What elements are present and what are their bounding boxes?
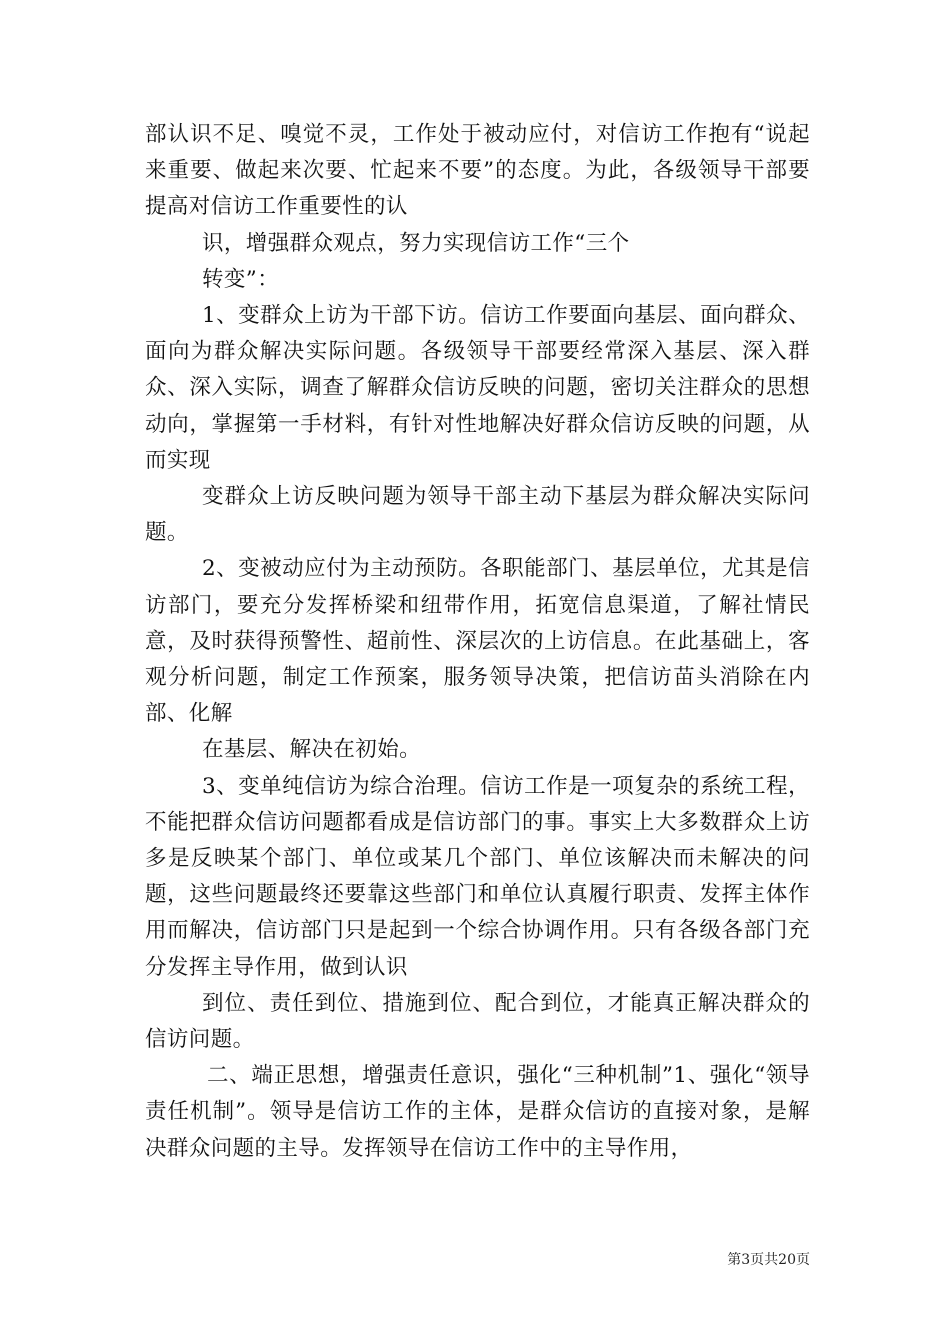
document-body xyxy=(145,117,810,1167)
paragraph-continued-3: 转变”： xyxy=(202,266,280,292)
paragraph-continued: 部认识不足、嗅觉不灵，工作处于被动应付，对信访工作抱有“说起来重要、做起来次要、忙起来不要”的态度。为此，各级领导干部要提高对信访工作重要性的认 xyxy=(145,122,810,220)
paragraph-item-3: 3、变单纯信访为综合治理。信访工作是一项复杂的系统工程，不能把群众信访问题都看成是信访部门的事。事实上大多数群众上访多是反映某个部门、单位或某几个部门、单位该解决而未解决的问题，这些问题最终还要靠这些部门和单位认真履行职责、发挥主体作用而解决，信访部门只是起到一个综合协调作用。只有各级各部门充分发挥主导作用，做到认识 xyxy=(145,773,810,980)
page-number: 第3页共20页 xyxy=(727,1252,810,1268)
paragraph-item-3-cont: 到位、责任到位、措施到位、配合到位，才能真正解决群众的信访问题。 xyxy=(145,990,810,1053)
paragraph-item-2: 2、变被动应付为主动预防。各职能部门、基层单位，尤其是信访部门，要充分发挥桥梁和纽带作用，拓宽信息渠道，了解社情民意，及时获得预警性、超前性、深层次的上访信息。在此基础上，客观分析问题，制定工作预案，服务领导决策，把信访苗头消除在内部、化解 xyxy=(145,556,810,727)
paragraph-continued-2: 识，增强群众观点，努力实现信访工作“三个 xyxy=(202,230,630,256)
paragraph-section-2: 二、端正思想，增强责任意识，强化“三种机制”1、强化“领导责任机制”。领导是信访工作的主体，是群众信访的直接对象，是解决群众问题的主导。发挥领导在信访工作中的主导作用， xyxy=(145,1063,810,1161)
paragraph-item-2-cont: 在基层、解决在初始。 xyxy=(202,737,422,763)
paragraph-item-1-cont: 变群众上访反映问题为领导干部主动下基层为群众解决实际问题。 xyxy=(145,484,810,546)
paragraph-item-1: 1、变群众上访为干部下访。信访工作要面向基层、面向群众、面向为群众解决实际问题。各级领导干部要经常深入基层、深入群众、深入实际，调查了解群众信访反映的问题，密切关注群众的思想动向，掌握第一手材料，有针对性地解决好群众信访反映的问题，从而实现 xyxy=(145,303,810,473)
